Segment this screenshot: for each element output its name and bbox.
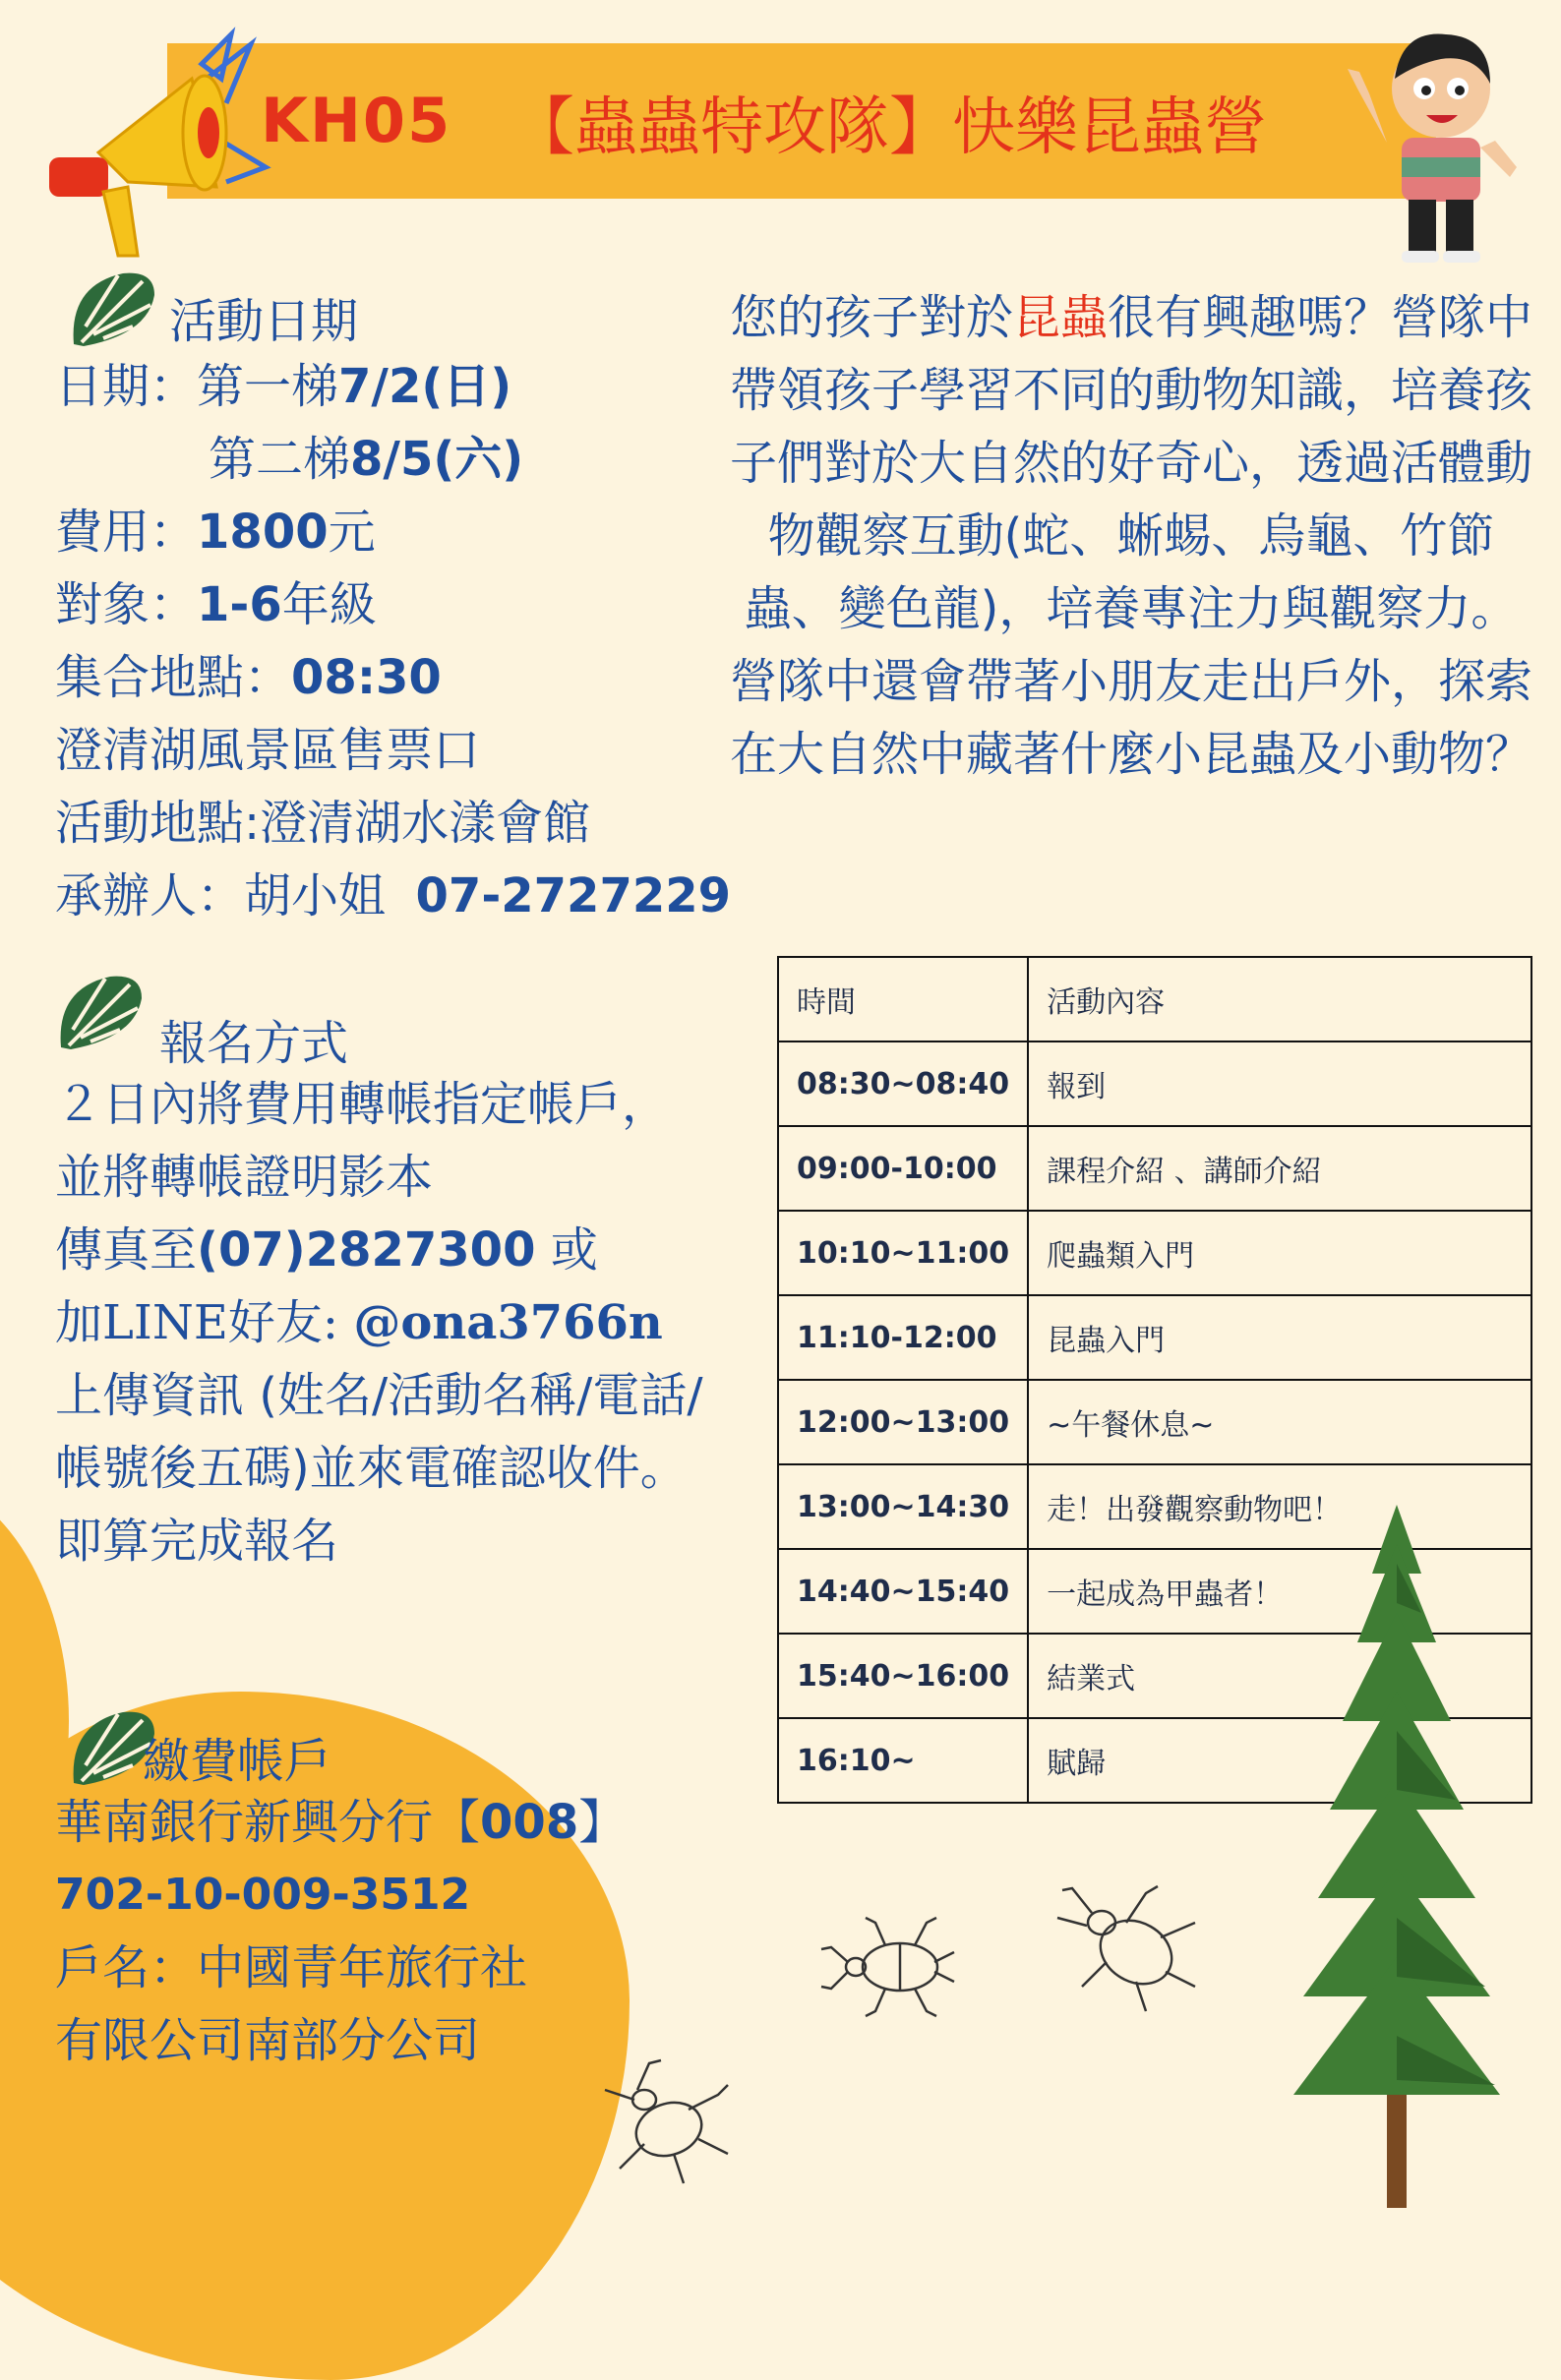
schedule-time: 12:00~13:00 [778,1380,1028,1464]
line-prefix: 加LINE好友: [55,1295,354,1350]
schedule-time: 10:10~11:00 [778,1211,1028,1295]
intro-part2: 很有興趣嗎？營隊中帶領孩子學習不同的動物知識，培養孩子們對於大自然的好奇心，透過活體動物觀察互動(蛇、蜥蜴、烏龜、竹節蟲、變色龍)，培養專注力與觀察力。營隊中還會帶著小朋友走出戶外，探索在大自然中藏著什麼小昆蟲及小動物？ [729,290,1533,782]
schedule-time: 16:10~ [778,1718,1028,1803]
intro-paragraph [723,281,1539,791]
payment-heading: 繳費帳戶 [143,1734,332,1789]
target-grade: 1-6 [197,577,282,632]
registration-line1: ２日內將費用轉帳指定帳戶， [55,1077,670,1132]
bank-close: 】 [578,1795,627,1850]
fee-amount: 1800 [197,505,329,560]
schedule-activity: 賦歸 [1028,1718,1531,1803]
registration-line5: 上傳資訊 (姓名/活動名稱/電話/ [55,1368,703,1423]
event-target-line [55,568,377,641]
target-label: 對象： [55,577,198,632]
date-label: 日期： [55,359,198,414]
schedule-row [778,1211,1531,1295]
schedule-activity: 走！出發觀察動物吧！ [1028,1464,1531,1549]
meet-label: 集合地點： [55,650,292,705]
schedule-activity: 報到 [1028,1041,1531,1126]
intro-highlight: 昆蟲 [1012,290,1108,345]
event-heading: 活動日期 [169,294,359,349]
fax-suffix: 或 [535,1222,598,1278]
banner-title: 【蟲蟲特攻隊】快樂昆蟲營 [511,91,1267,164]
schedule-row [778,1295,1531,1380]
schedule-time: 11:10-12:00 [778,1295,1028,1380]
schedule-activity: 爬蟲類入門 [1028,1211,1531,1295]
schedule-header-row [778,957,1531,1041]
session1-label: 第一梯 [197,359,339,414]
organizer-phone: 07-2727229 [415,868,732,923]
meet-time: 08:30 [291,650,442,705]
schedule-activity: 課程介紹 、講師介紹 [1028,1126,1531,1211]
schedule-activity: 昆蟲入門 [1028,1295,1531,1380]
event-date-line [55,350,511,423]
bank-name: 華南銀行新興分行【 [55,1795,481,1850]
monstera-leaf-icon [51,969,146,1055]
event-organizer-line [55,860,731,932]
registration-line4 [55,1286,663,1359]
fee-unit: 元 [328,505,376,560]
pine-tree-icon [1289,1505,1505,2208]
event-session2-line [209,423,523,496]
schedule-time: 08:30~08:40 [778,1041,1028,1126]
schedule-header-time: 時間 [778,957,1028,1041]
beetle-icon [590,2055,738,2193]
event-venue: 活動地點:澄清湖水漾會館 [55,796,591,851]
schedule-time: 13:00~14:30 [778,1464,1028,1549]
schedule-row [778,1380,1531,1464]
event-meet-line [55,641,442,714]
banner-code: KH05 [261,85,452,156]
schedule-activity: 結業式 [1028,1634,1531,1718]
payment-bank-line [55,1786,626,1859]
beetle-icon [1048,1878,1215,2016]
session1-date: 7/2(日) [338,359,512,414]
payment-name-line1: 戶名：中國青年旅行社 [55,1940,528,1995]
boy-waving-icon [1348,15,1525,270]
organizer-label: 承辦人：胡小姐 [55,868,387,923]
registration-line6: 帳號後五碼)並來電確認收件。 [55,1441,688,1496]
target-unit: 年級 [281,577,377,632]
registration-line2: 並將轉帳證明影本 [55,1150,434,1205]
line-id: @ona3766n [353,1295,663,1350]
event-fee-line [55,496,376,568]
payment-name-line2: 有限公司南部分公司 [55,2013,481,2068]
event-meet-place: 澄清湖風景區售票口 [55,723,481,778]
session2-date: 8/5(六) [350,432,524,487]
schedule-row [778,1126,1531,1211]
session2-label: 第二梯 [209,432,351,487]
fax-number: (07)2827300 [197,1222,536,1278]
registration-line7: 即算完成報名 [55,1514,339,1569]
schedule-time: 09:00-10:00 [778,1126,1028,1211]
monstera-leaf-icon [64,266,158,352]
schedule-activity: 一起成為甲蟲者！ [1028,1549,1531,1634]
beetle-icon [816,1908,964,2026]
fax-prefix: 傳真至 [55,1222,198,1278]
schedule-header-activity: 活動內容 [1028,957,1531,1041]
registration-heading: 報名方式 [159,1016,349,1071]
schedule-activity: ~午餐休息~ [1028,1380,1531,1464]
bank-code: 008 [480,1795,579,1850]
registration-line3 [55,1214,598,1286]
intro-part1: 您的孩子對於 [729,290,1013,345]
schedule-row [778,1041,1531,1126]
schedule-time: 15:40~16:00 [778,1634,1028,1718]
schedule-time: 14:40~15:40 [778,1549,1028,1634]
payment-account: 702-10-009-3512 [55,1870,471,1920]
fee-label: 費用： [55,505,198,560]
